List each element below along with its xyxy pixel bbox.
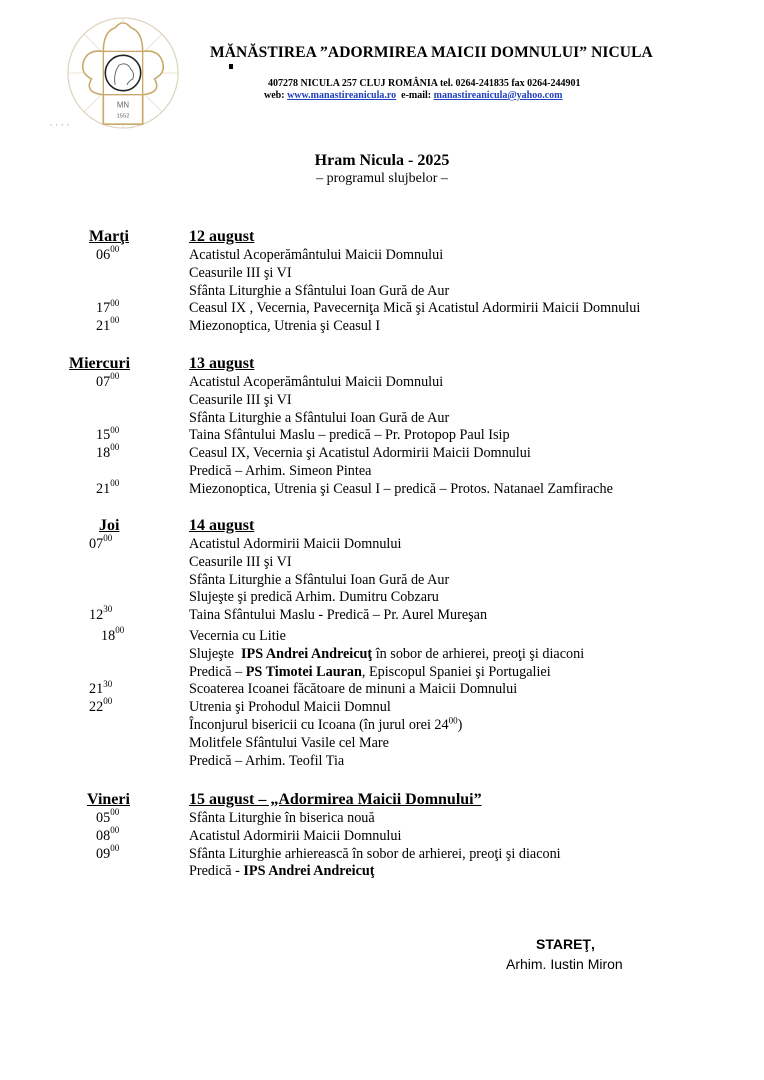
schedule-entry	[0, 409, 764, 427]
entry-time-hour: 21	[89, 681, 104, 698]
entry-text-prefix: Slujeşte	[189, 645, 242, 662]
schedule-entry	[0, 264, 764, 282]
schedule-entry	[0, 680, 764, 698]
entry-time-hour: 18	[101, 628, 116, 644]
entry-time-hour: 15	[96, 427, 111, 444]
entry-time-hour: 21	[96, 480, 111, 497]
entry-clergy-name: IPS Andrei Andreicuţ	[241, 645, 373, 662]
entry-time-minutes: 00	[110, 371, 120, 382]
monastery-logo-icon	[64, 14, 182, 132]
schedule-entry	[0, 391, 764, 409]
entry-time-hour: 08	[96, 827, 111, 844]
email-label: e-mail:	[401, 90, 432, 101]
entry-time-minutes: 00	[110, 478, 120, 489]
entry-time	[89, 698, 112, 716]
entry-text: Sfânta Liturghie a Sfântului Ioan Gură de Aur	[189, 282, 450, 299]
entry-time-hour: 09	[96, 845, 111, 862]
entry-time-minutes: 00	[110, 424, 120, 435]
entry-time-minutes: 00	[103, 533, 113, 544]
entry-time-hour: 07	[96, 374, 111, 390]
document-title: Hram Nicula - 2025	[314, 152, 450, 169]
entry-time-minutes: 00	[110, 442, 120, 453]
schedule-entry	[0, 716, 764, 734]
schedule-entry	[0, 246, 764, 264]
day-name: Vineri	[87, 791, 130, 808]
entry-time-minutes: 00	[103, 696, 113, 707]
schedule-entry	[0, 734, 764, 752]
entry-text	[189, 716, 462, 734]
entry-text: Slujeşte şi predică Arhim. Dumitru Cobzaru	[189, 589, 439, 606]
entry-time	[96, 480, 119, 498]
entry-text: Acatistul Acoperământului Maicii Domnului	[189, 247, 444, 263]
email-link[interactable]: manastireanicula@yahoo.com	[433, 90, 563, 101]
entry-text: Predică – Arhim. Simeon Pintea	[189, 463, 372, 479]
entry-text: Ceasurile III şi VI	[189, 391, 292, 408]
entry-text	[189, 862, 375, 880]
entry-time	[89, 535, 112, 553]
schedule-entry	[0, 373, 764, 391]
schedule-entry	[0, 645, 764, 663]
entry-text-prefix: Predică –	[189, 663, 246, 680]
entry-text: Ceasul IX, Vecernia şi Acatistul Adormirii Maicii Domnului	[189, 445, 531, 462]
entry-time-minutes: 00	[110, 315, 120, 326]
entry-time-hour: 21	[96, 318, 111, 335]
document-subtitle: – programul slujbelor –	[316, 171, 448, 186]
entry-text: Utrenia şi Prohodul Maicii Domnul	[189, 699, 391, 716]
entry-time	[96, 317, 119, 335]
day-date: 13 august	[189, 355, 255, 372]
entry-text-suffix: în sobor de arhierei, preoţi şi diaconi	[372, 645, 585, 662]
entry-text: Sfânta Liturghie a Sfântului Ioan Gură de Aur	[189, 409, 450, 426]
schedule-entry	[0, 752, 764, 770]
entry-text-prefix: Predică -	[189, 863, 244, 880]
signature-title: STAREŢ,	[536, 936, 595, 952]
entry-time-minutes: 30	[103, 678, 113, 689]
entry-time-minutes: 00	[110, 825, 120, 836]
entry-text	[189, 645, 584, 663]
entry-time-minutes: 00	[110, 244, 120, 255]
entry-time	[96, 444, 119, 462]
schedule-entry	[0, 606, 764, 624]
entry-text: Miezonoptica, Utrenia şi Ceasul I – predică – Protos. Natanael Zamfirache	[189, 480, 613, 497]
entry-time-minutes: 00	[115, 625, 125, 636]
entry-text: Molitfele Sfântului Vasile cel Mare	[189, 734, 389, 751]
entry-text	[189, 663, 551, 681]
entry-time-hour: 06	[96, 247, 111, 263]
entry-clergy-name: PS Timotei Lauran	[245, 663, 362, 680]
entry-text: Predică – Arhim. Teofil Tia	[189, 752, 345, 769]
entry-text: Acatistul Adormirii Maicii Domnului	[189, 536, 402, 552]
entry-time-minutes: 30	[103, 604, 113, 615]
entry-text: Taina Sfântului Maslu - Predică – Pr. Aurel Mureşan	[189, 607, 488, 624]
entry-time-minutes: 00	[448, 715, 458, 726]
schedule-entry	[0, 588, 764, 606]
entry-text: Sfânta Liturghie a Sfântului Ioan Gură de Aur	[189, 571, 450, 588]
entry-time	[96, 246, 119, 264]
schedule-entry	[0, 317, 764, 335]
entry-text: Acatistul Adormirii Maicii Domnului	[189, 827, 402, 844]
schedule-entry	[0, 862, 764, 880]
day-date: 15 august – „Adormirea Maicii Domnului”	[189, 791, 482, 808]
entry-text-prefix: Înconjurul bisericii cu Icoana (în jurul orei 24	[189, 717, 449, 733]
entry-text: Scoaterea Icoanei făcătoare de minuni a Maicii Domnului	[189, 681, 518, 698]
day-name: Joi	[99, 517, 120, 534]
decorative-dots: • • • •	[50, 123, 70, 129]
entry-time-minutes: 00	[110, 842, 120, 853]
entry-time	[96, 373, 119, 391]
schedule-entry	[0, 571, 764, 589]
website-link[interactable]: www.manastireanicula.ro	[287, 90, 397, 101]
entry-time-hour: 07	[89, 536, 104, 552]
schedule-entry	[0, 282, 764, 300]
entry-text-suffix: , Episcopul Spaniei şi Portugaliei	[361, 663, 551, 680]
entry-time	[101, 627, 124, 645]
entry-time-minutes: 00	[110, 297, 120, 308]
entry-text: Taina Sfântului Maslu – predică – Pr. Protopop Paul Isip	[189, 427, 510, 444]
entry-time	[89, 606, 112, 624]
entry-text: Sfânta Liturghie arhierească în sobor de arhierei, preoţi şi diaconi	[189, 845, 561, 862]
monastery-address: 407278 NICULA 257 CLUJ ROMÂNIA tel. 0264-241835 fax 0264-244901	[268, 78, 581, 89]
day-name: Miercuri	[69, 355, 131, 372]
day-date: 12 august	[189, 228, 255, 245]
entry-text: Miezonoptica, Utrenia şi Ceasul I	[189, 318, 381, 335]
entry-time-hour: 22	[89, 699, 104, 716]
day-date: 14 august	[189, 517, 255, 534]
entry-text-suffix: )	[457, 717, 463, 733]
day-name: Marţi	[89, 228, 129, 245]
entry-time	[96, 842, 120, 863]
entry-time-minutes: 00	[110, 807, 120, 818]
entry-text: Vecernia cu Litie	[189, 628, 286, 644]
web-label: web:	[264, 90, 285, 101]
signature-name: Arhim. Iustin Miron	[506, 956, 623, 972]
entry-text: Ceasurile III şi VI	[189, 553, 292, 570]
schedule-entry	[0, 444, 764, 462]
entry-text: Ceasul IX , Vecernia, Pavecerniţa Mică şi Acatistul Adormirii Maicii Domnului	[189, 300, 641, 317]
entry-time-hour: 18	[96, 445, 111, 462]
schedule-entry	[0, 842, 764, 863]
schedule-entry	[0, 698, 764, 716]
schedule-entry	[0, 663, 764, 681]
logo-monogram: MN	[116, 100, 130, 110]
entry-clergy-name: IPS Andrei Andreicuţ	[243, 863, 375, 880]
entry-time-hour: 05	[96, 810, 111, 826]
entry-text: Acatistul Acoperământului Maicii Domnului	[189, 374, 444, 390]
monastery-name: MĂNĂSTIREA ”ADORMIREA MAICII DOMNULUI” NICULA	[210, 44, 653, 61]
entry-text: Sfânta Liturghie în biserica nouă	[189, 810, 375, 826]
schedule-entry	[0, 553, 764, 571]
schedule-entry	[0, 627, 764, 645]
header-mark	[229, 64, 233, 69]
entry-text: Ceasurile III şi VI	[189, 264, 292, 281]
schedule-entry	[0, 480, 764, 498]
schedule-entry	[0, 535, 764, 553]
entry-time-hour: 17	[96, 300, 111, 317]
contact-line	[264, 90, 562, 101]
entry-time-hour: 12	[89, 607, 104, 624]
logo-year: 1552	[116, 113, 130, 120]
